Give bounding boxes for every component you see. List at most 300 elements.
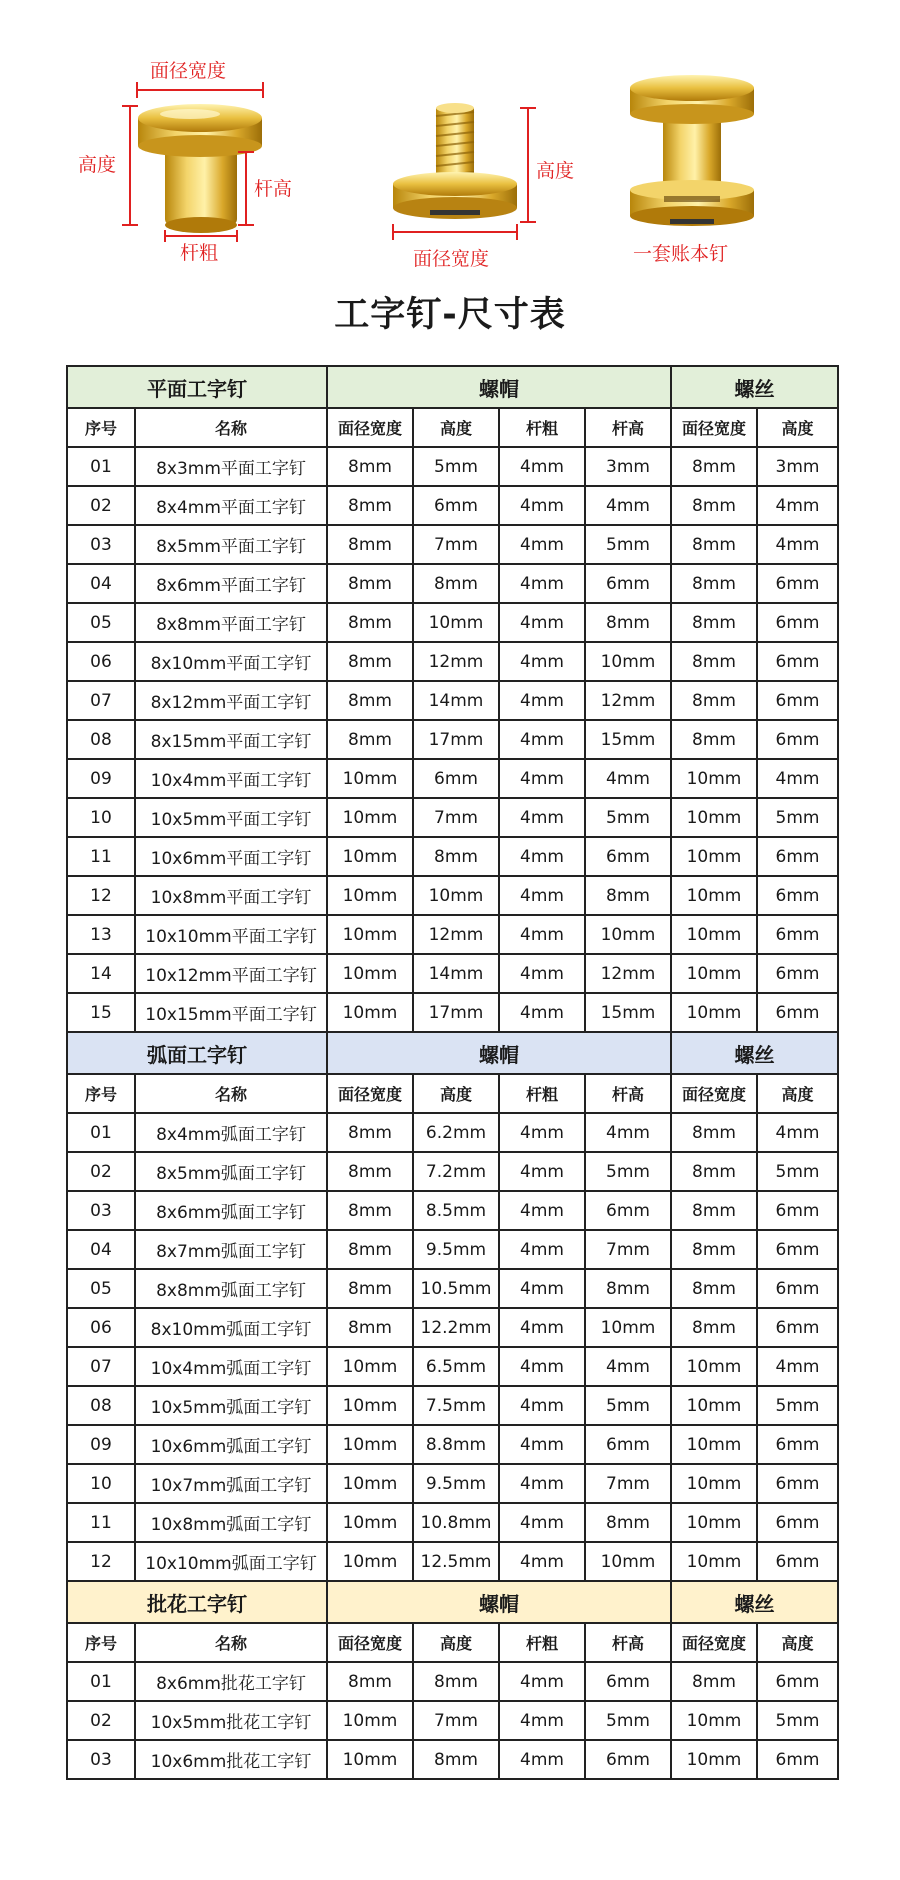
table-cell: 10mm bbox=[327, 759, 413, 798]
table-cell: 8mm bbox=[327, 564, 413, 603]
column-header: 面径宽度 bbox=[327, 408, 413, 447]
table-cell: 10x8mm弧面工字钉 bbox=[135, 1503, 327, 1542]
table-cell: 03 bbox=[67, 525, 135, 564]
table-cell: 10mm bbox=[671, 993, 757, 1032]
section-header bbox=[67, 1581, 838, 1623]
table-cell: 5mm bbox=[757, 798, 838, 837]
table-cell: 8x12mm平面工字钉 bbox=[135, 681, 327, 720]
table-cell: 13 bbox=[67, 915, 135, 954]
table-cell: 4mm bbox=[499, 564, 585, 603]
table-cell: 10x4mm弧面工字钉 bbox=[135, 1347, 327, 1386]
table-cell: 8mm bbox=[413, 1740, 499, 1779]
table-cell: 17mm bbox=[413, 993, 499, 1032]
table-cell: 8mm bbox=[671, 1308, 757, 1347]
table-cell: 10mm bbox=[671, 798, 757, 837]
table-cell: 8x10mm弧面工字钉 bbox=[135, 1308, 327, 1347]
table-cell: 01 bbox=[67, 447, 135, 486]
section-header bbox=[67, 1032, 838, 1074]
table-cell: 10mm bbox=[585, 1308, 671, 1347]
table-cell: 5mm bbox=[585, 525, 671, 564]
table-cell: 10mm bbox=[671, 1542, 757, 1581]
table-cell: 4mm bbox=[585, 759, 671, 798]
table-cell: 04 bbox=[67, 564, 135, 603]
table-cell: 4mm bbox=[499, 876, 585, 915]
table-cell: 6mm bbox=[757, 1662, 838, 1701]
rod-height-label: 杆高 bbox=[254, 178, 293, 200]
table-cell: 4mm bbox=[499, 1230, 585, 1269]
table-cell: 10mm bbox=[327, 798, 413, 837]
table-cell: 4mm bbox=[757, 1347, 838, 1386]
flat-rivet-icon bbox=[138, 104, 262, 233]
table-cell: 6mm bbox=[757, 954, 838, 993]
table-cell: 11 bbox=[67, 1503, 135, 1542]
table-cell: 07 bbox=[67, 681, 135, 720]
table-cell: 4mm bbox=[499, 642, 585, 681]
table-cell: 6mm bbox=[757, 915, 838, 954]
column-header: 面径宽度 bbox=[671, 408, 757, 447]
table-cell: 06 bbox=[67, 642, 135, 681]
table-cell: 4mm bbox=[499, 1503, 585, 1542]
table-cell: 03 bbox=[67, 1740, 135, 1779]
section-title: 批花工字钉 bbox=[67, 1581, 327, 1623]
table-cell: 8mm bbox=[327, 1113, 413, 1152]
table-cell: 4mm bbox=[499, 759, 585, 798]
table-cell: 8mm bbox=[327, 447, 413, 486]
table-cell: 6mm bbox=[413, 759, 499, 798]
table-cell: 8.5mm bbox=[413, 1191, 499, 1230]
screw-face-width-label: 面径宽度 bbox=[413, 248, 490, 270]
table-cell: 4mm bbox=[499, 1308, 585, 1347]
table-cell: 17mm bbox=[413, 720, 499, 759]
table-cell: 4mm bbox=[499, 1464, 585, 1503]
table-cell: 8x6mm平面工字钉 bbox=[135, 564, 327, 603]
table-cell: 8mm bbox=[671, 1152, 757, 1191]
table-cell: 05 bbox=[67, 603, 135, 642]
table-cell: 8mm bbox=[671, 720, 757, 759]
table-row bbox=[67, 798, 838, 837]
table-cell: 10x8mm平面工字钉 bbox=[135, 876, 327, 915]
table-cell: 12mm bbox=[585, 681, 671, 720]
table-cell: 10.8mm bbox=[413, 1503, 499, 1542]
table-cell: 4mm bbox=[757, 759, 838, 798]
table-row bbox=[67, 1269, 838, 1308]
column-header: 高度 bbox=[413, 1074, 499, 1113]
table-cell: 8mm bbox=[585, 1269, 671, 1308]
table-cell: 10mm bbox=[327, 1503, 413, 1542]
table-cell: 4mm bbox=[499, 1191, 585, 1230]
column-header: 杆高 bbox=[585, 1074, 671, 1113]
table-cell: 4mm bbox=[499, 1662, 585, 1701]
table-cell: 11 bbox=[67, 837, 135, 876]
table-cell: 10mm bbox=[585, 1542, 671, 1581]
table-cell: 6mm bbox=[757, 993, 838, 1032]
table-cell: 10 bbox=[67, 1464, 135, 1503]
table-cell: 8x4mm平面工字钉 bbox=[135, 486, 327, 525]
table-cell: 10mm bbox=[671, 837, 757, 876]
table-cell: 8mm bbox=[671, 1269, 757, 1308]
table-cell: 7mm bbox=[413, 798, 499, 837]
table-row bbox=[67, 1191, 838, 1230]
table-cell: 02 bbox=[67, 486, 135, 525]
table-cell: 10mm bbox=[671, 1503, 757, 1542]
table-cell: 4mm bbox=[757, 1113, 838, 1152]
table-cell: 7mm bbox=[413, 525, 499, 564]
table-cell: 7mm bbox=[413, 1701, 499, 1740]
table-cell: 10mm bbox=[413, 603, 499, 642]
table-cell: 3mm bbox=[757, 447, 838, 486]
column-header: 名称 bbox=[135, 1623, 327, 1662]
table-cell: 12 bbox=[67, 1542, 135, 1581]
table-cell: 4mm bbox=[499, 447, 585, 486]
table-row bbox=[67, 1542, 838, 1581]
table-cell: 10x6mm批花工字钉 bbox=[135, 1740, 327, 1779]
column-header: 杆高 bbox=[585, 1623, 671, 1662]
table-cell: 8mm bbox=[413, 564, 499, 603]
column-header: 序号 bbox=[67, 1074, 135, 1113]
table-cell: 04 bbox=[67, 1230, 135, 1269]
column-header: 高度 bbox=[413, 408, 499, 447]
column-header-row bbox=[67, 408, 838, 447]
table-cell: 8x4mm弧面工字钉 bbox=[135, 1113, 327, 1152]
group-header-screw: 螺丝 bbox=[671, 1581, 838, 1623]
table-row bbox=[67, 954, 838, 993]
table-cell: 6.2mm bbox=[413, 1113, 499, 1152]
table-cell: 6mm bbox=[585, 1740, 671, 1779]
table-cell: 8x7mm弧面工字钉 bbox=[135, 1230, 327, 1269]
table-row bbox=[67, 525, 838, 564]
table-cell: 5mm bbox=[585, 798, 671, 837]
table-cell: 9.5mm bbox=[413, 1464, 499, 1503]
table-cell: 8x3mm平面工字钉 bbox=[135, 447, 327, 486]
table-cell: 10mm bbox=[671, 1425, 757, 1464]
table-cell: 5mm bbox=[585, 1152, 671, 1191]
table-cell: 7.5mm bbox=[413, 1386, 499, 1425]
column-header: 序号 bbox=[67, 408, 135, 447]
table-cell: 10x5mm批花工字钉 bbox=[135, 1701, 327, 1740]
table-cell: 10mm bbox=[671, 1464, 757, 1503]
table-cell: 08 bbox=[67, 1386, 135, 1425]
table-cell: 5mm bbox=[757, 1152, 838, 1191]
table-cell: 8mm bbox=[327, 603, 413, 642]
table-cell: 12.2mm bbox=[413, 1308, 499, 1347]
table-cell: 10x6mm平面工字钉 bbox=[135, 837, 327, 876]
table-cell: 10mm bbox=[671, 1740, 757, 1779]
table-cell: 6mm bbox=[757, 1503, 838, 1542]
table-cell: 8x6mm弧面工字钉 bbox=[135, 1191, 327, 1230]
table-cell: 8mm bbox=[671, 1113, 757, 1152]
table-row bbox=[67, 1386, 838, 1425]
table-row bbox=[67, 1662, 838, 1701]
table-cell: 10mm bbox=[327, 1542, 413, 1581]
table-row bbox=[67, 1425, 838, 1464]
table-cell: 8x5mm弧面工字钉 bbox=[135, 1152, 327, 1191]
table-cell: 02 bbox=[67, 1701, 135, 1740]
table-cell: 4mm bbox=[499, 1701, 585, 1740]
table-cell: 4mm bbox=[499, 1740, 585, 1779]
table-cell: 14mm bbox=[413, 954, 499, 993]
table-cell: 4mm bbox=[499, 1425, 585, 1464]
table-cell: 6mm bbox=[757, 876, 838, 915]
table-cell: 10mm bbox=[585, 642, 671, 681]
table-cell: 8mm bbox=[413, 837, 499, 876]
table-cell: 4mm bbox=[499, 1269, 585, 1308]
table-row bbox=[67, 915, 838, 954]
table-cell: 4mm bbox=[585, 1347, 671, 1386]
table-cell: 10mm bbox=[671, 1347, 757, 1386]
table-row bbox=[67, 837, 838, 876]
table-cell: 4mm bbox=[585, 1113, 671, 1152]
table-cell: 10mm bbox=[327, 993, 413, 1032]
table-cell: 4mm bbox=[499, 954, 585, 993]
table-cell: 8mm bbox=[327, 1662, 413, 1701]
table-cell: 6mm bbox=[757, 1230, 838, 1269]
table-cell: 7.2mm bbox=[413, 1152, 499, 1191]
table-row bbox=[67, 1230, 838, 1269]
assembled-set-icon bbox=[630, 75, 754, 226]
table-row bbox=[67, 1113, 838, 1152]
table-cell: 4mm bbox=[499, 1347, 585, 1386]
table-cell: 6mm bbox=[757, 1269, 838, 1308]
table-cell: 8mm bbox=[671, 681, 757, 720]
section-header bbox=[67, 366, 838, 408]
table-cell: 7mm bbox=[585, 1464, 671, 1503]
table-cell: 15 bbox=[67, 993, 135, 1032]
table-cell: 6mm bbox=[585, 1425, 671, 1464]
table-cell: 8mm bbox=[327, 486, 413, 525]
face-width-label: 面径宽度 bbox=[150, 60, 227, 82]
table-cell: 10mm bbox=[585, 915, 671, 954]
table-cell: 6mm bbox=[757, 681, 838, 720]
table-cell: 01 bbox=[67, 1113, 135, 1152]
table-cell: 6mm bbox=[757, 603, 838, 642]
table-cell: 10mm bbox=[671, 759, 757, 798]
table-cell: 4mm bbox=[499, 915, 585, 954]
table-row bbox=[67, 1701, 838, 1740]
column-header: 高度 bbox=[757, 1074, 838, 1113]
table-cell: 6mm bbox=[757, 1308, 838, 1347]
table-cell: 5mm bbox=[757, 1386, 838, 1425]
table-cell: 8x6mm批花工字钉 bbox=[135, 1662, 327, 1701]
column-header: 面径宽度 bbox=[327, 1623, 413, 1662]
table-cell: 6mm bbox=[413, 486, 499, 525]
table-cell: 10.5mm bbox=[413, 1269, 499, 1308]
screw-icon bbox=[393, 103, 517, 219]
table-cell: 8mm bbox=[327, 1152, 413, 1191]
group-header-screw: 螺丝 bbox=[671, 366, 838, 408]
table-cell: 10mm bbox=[327, 954, 413, 993]
table-cell: 12mm bbox=[413, 915, 499, 954]
table-cell: 10mm bbox=[327, 1464, 413, 1503]
column-header: 面径宽度 bbox=[327, 1074, 413, 1113]
table-cell: 8x8mm平面工字钉 bbox=[135, 603, 327, 642]
table-cell: 12mm bbox=[585, 954, 671, 993]
table-cell: 08 bbox=[67, 720, 135, 759]
column-header-row bbox=[67, 1623, 838, 1662]
table-row bbox=[67, 1464, 838, 1503]
table-cell: 8mm bbox=[413, 1662, 499, 1701]
table-cell: 10mm bbox=[671, 954, 757, 993]
table-cell: 8mm bbox=[327, 720, 413, 759]
table-cell: 8mm bbox=[671, 447, 757, 486]
table-cell: 02 bbox=[67, 1152, 135, 1191]
table-cell: 07 bbox=[67, 1347, 135, 1386]
table-cell: 4mm bbox=[499, 993, 585, 1032]
table-cell: 10 bbox=[67, 798, 135, 837]
table-cell: 8mm bbox=[327, 681, 413, 720]
table-cell: 09 bbox=[67, 759, 135, 798]
table-cell: 06 bbox=[67, 1308, 135, 1347]
table-cell: 10mm bbox=[671, 1701, 757, 1740]
table-cell: 01 bbox=[67, 1662, 135, 1701]
group-header-cap: 螺帽 bbox=[327, 366, 671, 408]
table-cell: 8mm bbox=[585, 1503, 671, 1542]
table-cell: 12.5mm bbox=[413, 1542, 499, 1581]
table-cell: 10x4mm平面工字钉 bbox=[135, 759, 327, 798]
table-cell: 4mm bbox=[499, 486, 585, 525]
table-cell: 6.5mm bbox=[413, 1347, 499, 1386]
table-cell: 6mm bbox=[757, 720, 838, 759]
section-title: 平面工字钉 bbox=[67, 366, 327, 408]
group-header-screw: 螺丝 bbox=[671, 1032, 838, 1074]
table-cell: 8mm bbox=[585, 876, 671, 915]
table-row bbox=[67, 486, 838, 525]
table-cell: 8mm bbox=[671, 642, 757, 681]
table-cell: 6mm bbox=[585, 1662, 671, 1701]
table-cell: 8mm bbox=[327, 525, 413, 564]
table-cell: 10mm bbox=[671, 876, 757, 915]
table-cell: 4mm bbox=[499, 681, 585, 720]
table-cell: 10mm bbox=[413, 876, 499, 915]
table-cell: 4mm bbox=[499, 525, 585, 564]
table-row bbox=[67, 681, 838, 720]
table-cell: 10x10mm弧面工字钉 bbox=[135, 1542, 327, 1581]
table-cell: 5mm bbox=[585, 1701, 671, 1740]
table-cell: 15mm bbox=[585, 993, 671, 1032]
table-row bbox=[67, 1152, 838, 1191]
table-cell: 10mm bbox=[671, 1386, 757, 1425]
table-row bbox=[67, 642, 838, 681]
table-cell: 15mm bbox=[585, 720, 671, 759]
table-cell: 4mm bbox=[499, 798, 585, 837]
table-cell: 5mm bbox=[413, 447, 499, 486]
table-cell: 8mm bbox=[671, 1662, 757, 1701]
column-header: 名称 bbox=[135, 408, 327, 447]
table-cell: 8mm bbox=[671, 564, 757, 603]
column-header: 高度 bbox=[757, 408, 838, 447]
table-cell: 6mm bbox=[585, 1191, 671, 1230]
screw-height-label: 高度 bbox=[536, 160, 575, 182]
table-cell: 8mm bbox=[585, 603, 671, 642]
table-cell: 5mm bbox=[757, 1701, 838, 1740]
table-cell: 9.5mm bbox=[413, 1230, 499, 1269]
height-label: 高度 bbox=[78, 154, 117, 176]
table-cell: 10mm bbox=[671, 915, 757, 954]
table-cell: 8.8mm bbox=[413, 1425, 499, 1464]
table-cell: 4mm bbox=[499, 1113, 585, 1152]
table-cell: 5mm bbox=[585, 1386, 671, 1425]
column-header: 杆高 bbox=[585, 408, 671, 447]
table-cell: 8x8mm弧面工字钉 bbox=[135, 1269, 327, 1308]
table-cell: 09 bbox=[67, 1425, 135, 1464]
table-row bbox=[67, 1308, 838, 1347]
table-cell: 6mm bbox=[757, 1740, 838, 1779]
table-cell: 8mm bbox=[671, 603, 757, 642]
table-cell: 8mm bbox=[327, 1230, 413, 1269]
table-cell: 8x5mm平面工字钉 bbox=[135, 525, 327, 564]
table-cell: 6mm bbox=[585, 837, 671, 876]
table-cell: 8mm bbox=[671, 486, 757, 525]
table-cell: 4mm bbox=[585, 486, 671, 525]
rod-thickness-label: 杆粗 bbox=[180, 242, 219, 264]
table-cell: 4mm bbox=[499, 1542, 585, 1581]
table-cell: 10x12mm平面工字钉 bbox=[135, 954, 327, 993]
table-cell: 4mm bbox=[499, 837, 585, 876]
set-caption-label: 一套账本钉 bbox=[633, 243, 729, 265]
table-cell: 10x7mm弧面工字钉 bbox=[135, 1464, 327, 1503]
table-cell: 10mm bbox=[327, 1347, 413, 1386]
table-cell: 4mm bbox=[499, 1386, 585, 1425]
column-header: 高度 bbox=[413, 1623, 499, 1662]
table-row bbox=[67, 1503, 838, 1542]
table-cell: 10mm bbox=[327, 1740, 413, 1779]
table-cell: 8mm bbox=[327, 1269, 413, 1308]
table-row bbox=[67, 603, 838, 642]
table-cell: 8mm bbox=[671, 1230, 757, 1269]
table-cell: 10mm bbox=[327, 876, 413, 915]
table-cell: 6mm bbox=[757, 1542, 838, 1581]
column-header: 杆粗 bbox=[499, 1074, 585, 1113]
column-header-row bbox=[67, 1074, 838, 1113]
table-cell: 4mm bbox=[499, 1152, 585, 1191]
table-cell: 10x15mm平面工字钉 bbox=[135, 993, 327, 1032]
column-header: 杆粗 bbox=[499, 408, 585, 447]
table-cell: 03 bbox=[67, 1191, 135, 1230]
group-header-cap: 螺帽 bbox=[327, 1581, 671, 1623]
table-cell: 10x10mm平面工字钉 bbox=[135, 915, 327, 954]
table-cell: 10x5mm弧面工字钉 bbox=[135, 1386, 327, 1425]
table-cell: 10x6mm弧面工字钉 bbox=[135, 1425, 327, 1464]
column-header: 序号 bbox=[67, 1623, 135, 1662]
table-cell: 10mm bbox=[327, 1701, 413, 1740]
page-title: 工字钉-尺寸表 bbox=[334, 295, 566, 335]
table-row bbox=[67, 564, 838, 603]
product-illustration bbox=[0, 0, 900, 300]
table-cell: 05 bbox=[67, 1269, 135, 1308]
table-cell: 6mm bbox=[757, 1191, 838, 1230]
table-cell: 6mm bbox=[585, 564, 671, 603]
table-cell: 10mm bbox=[327, 837, 413, 876]
table-row bbox=[67, 1347, 838, 1386]
table-row bbox=[67, 876, 838, 915]
table-cell: 4mm bbox=[757, 486, 838, 525]
table-row bbox=[67, 720, 838, 759]
size-table bbox=[66, 365, 839, 1780]
table-row bbox=[67, 447, 838, 486]
table-cell: 4mm bbox=[499, 603, 585, 642]
table-row bbox=[67, 1740, 838, 1779]
table-cell: 6mm bbox=[757, 642, 838, 681]
column-header: 高度 bbox=[757, 1623, 838, 1662]
section-title: 弧面工字钉 bbox=[67, 1032, 327, 1074]
table-cell: 10mm bbox=[327, 915, 413, 954]
table-cell: 12mm bbox=[413, 642, 499, 681]
table-cell: 4mm bbox=[499, 720, 585, 759]
table-cell: 10mm bbox=[327, 1425, 413, 1464]
column-header: 名称 bbox=[135, 1074, 327, 1113]
table-cell: 8mm bbox=[671, 525, 757, 564]
table-cell: 7mm bbox=[585, 1230, 671, 1269]
table-row bbox=[67, 759, 838, 798]
